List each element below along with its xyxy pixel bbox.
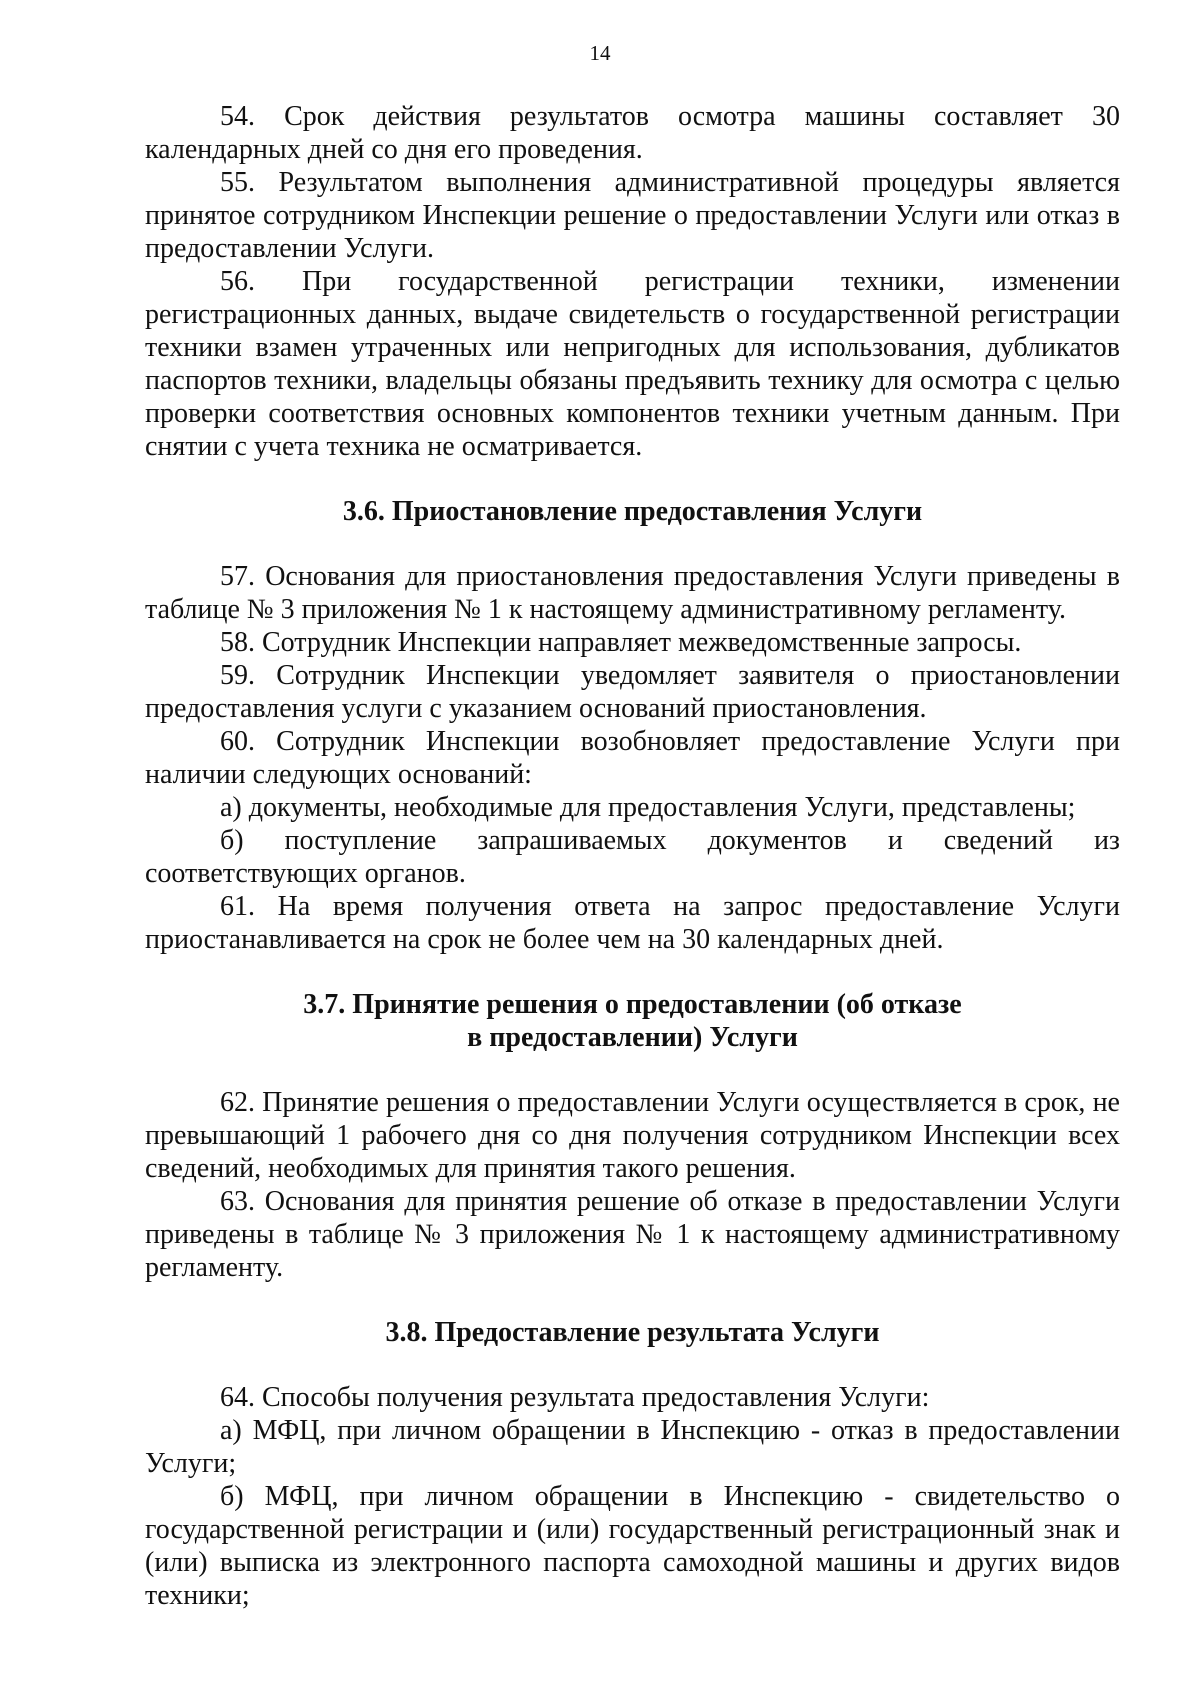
page-number: 14 — [589, 41, 611, 65]
paragraph-59: 59. Сотрудник Инспекции уведомляет заявителя о приостановлении предоставления услуги с указанием оснований приостановления. — [145, 660, 1120, 724]
paragraph-63: 63. Основания для принятия решение об отказе в предоставлении Услуги приведены в таблице № 3 приложения № 1 к настоящему административному регламенту. — [145, 1186, 1120, 1283]
paragraph-61: 61. На время получения ответа на запрос предоставление Услуги приостанавливается на срок не более чем на 30 календарных дней. — [145, 891, 1120, 955]
paragraph-60-b: б) поступление запрашиваемых документов и сведений из соответствующих органов. — [145, 825, 1120, 889]
paragraph-55: 55. Результатом выполнения административной процедуры является принятое сотрудником Инспекции решение о предоставлении Услуги или отказ в предоставлении Услуги. — [145, 167, 1120, 264]
section-heading-3-6: 3.6. Приостановление предоставления Услуги — [342, 496, 923, 527]
section-heading-3-8: 3.8. Предоставление результата Услуги — [385, 1317, 880, 1348]
paragraph-60-a: а) документы, необходимые для предоставления Услуги, представлены; — [220, 792, 1076, 823]
paragraph-57: 57. Основания для приостановления предоставления Услуги приведены в таблице № 3 приложения № 1 к настоящему административному регламенту. — [145, 561, 1120, 625]
paragraph-64: 64. Способы получения результата предоставления Услуги: — [220, 1382, 930, 1413]
paragraph-64-b: б) МФЦ, при личном обращении в Инспекцию - свидетельство о государственной регистрации и (или) государственный регистрационный знак и (или) выписка из электронного паспорта самоходной машины и других видов техники; — [145, 1481, 1120, 1611]
paragraph-56: 56. При государственной регистрации техники, изменении регистрационных данных, выдаче свидетельств о государственной регистрации техники взамен утраченных или непригодных для использования, дубликатов паспортов техники, владельцы обязаны предъявить технику для осмотра с целью проверки соответствия основных компонентов техники учетным данным. При снятии с учета техника не осматривается. — [145, 266, 1120, 462]
paragraph-62: 62. Принятие решения о предоставлении Услуги осуществляется в срок, не превышающий 1 рабочего дня со дня получения сотрудником Инспекции всех сведений, необходимых для принятия такого решения. — [145, 1087, 1120, 1184]
paragraph-64-a: а) МФЦ, при личном обращении в Инспекцию - отказ в предоставлении Услуги; — [145, 1415, 1120, 1479]
paragraph-60: 60. Сотрудник Инспекции возобновляет предоставление Услуги при наличии следующих оснований: — [145, 726, 1120, 790]
paragraph-58: 58. Сотрудник Инспекции направляет межведомственные запросы. — [220, 627, 1022, 658]
document-body — [145, 100, 1120, 1612]
paragraph-54: 54. Срок действия результатов осмотра машины составляет 30 календарных дней со дня его проведения. — [145, 101, 1120, 165]
section-heading-3-7: 3.7. Принятие решения о предоставлении (об отказе в предоставлении) Услуги — [303, 989, 962, 1053]
